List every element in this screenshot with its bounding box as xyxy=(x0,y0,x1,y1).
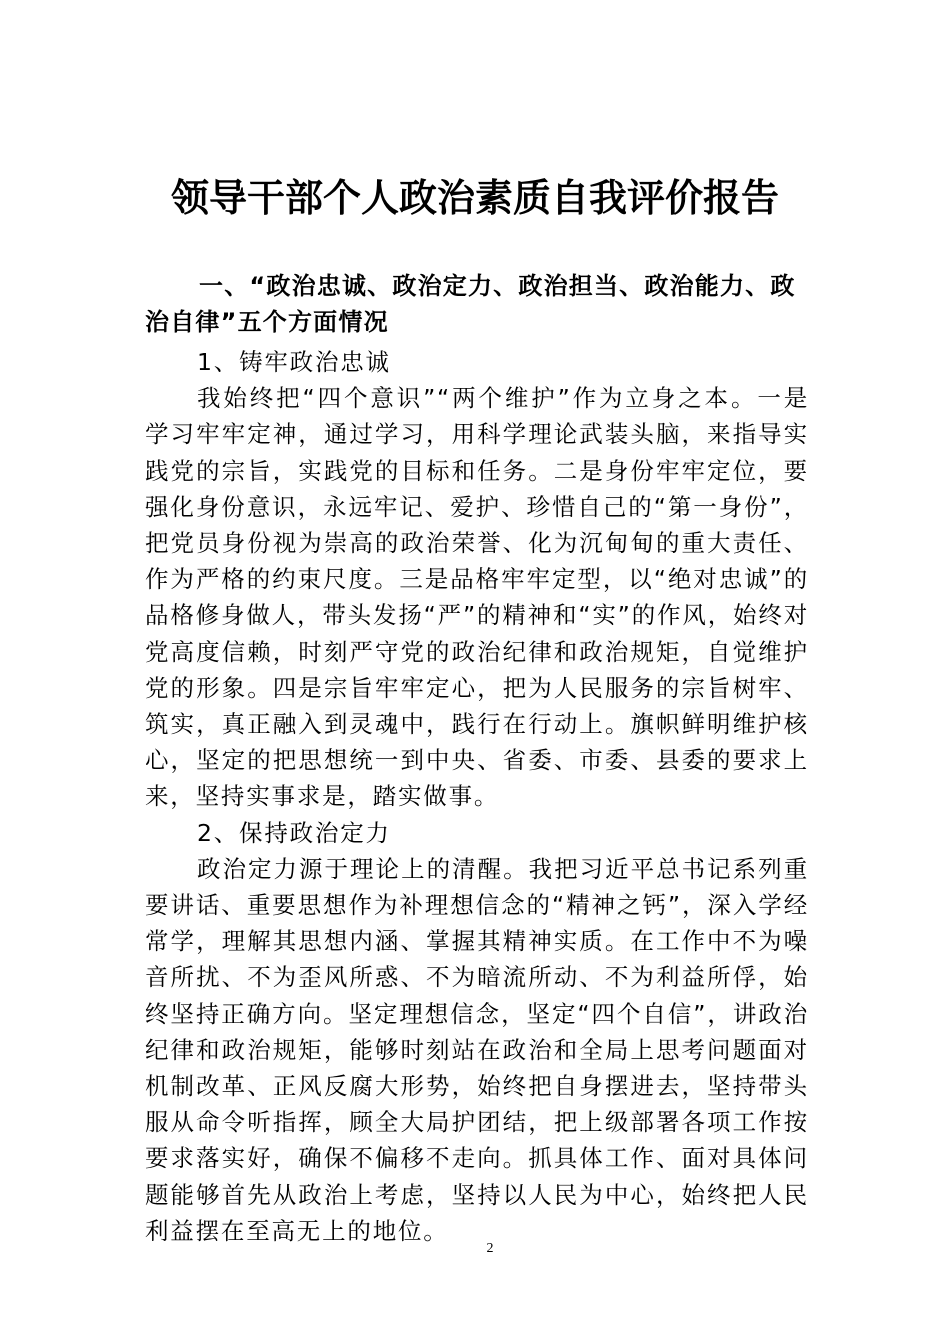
paragraph-2: 政治定力源于理论上的清醒。我把习近平总书记系列重要讲话、重要思想作为补理想信念的“精神之钙”，深入学经常学，理解其思想内涵、掌握其精神实质。在工作中不为噪音所扰、不为歪风所惑、不为暗流所动、不为利益所俘，始终坚持正确方向。坚定理想信念，坚定“四个自信”，讲政治纪律和政治规矩，能够时刻站在政治和全局上思考问题面对机制改革、正风反腐大形势，始终把自身摆进去，坚持带头服从命令听指挥，顾全大局护团结，把上级部署各项工作按要求落实好，确保不偏移不走向。抓具体工作、面对具体问题能够首先从政治上考虑，坚持以人民为中心，始终把人民利益摆在至高无上的地位。 xyxy=(145,854,809,1245)
page-number: 2 xyxy=(486,1241,494,1256)
paragraph-1: 我始终把“四个意识”“两个维护”作为立身之本。一是学习牢牢定神，通过学习，用科学理论武装头脑，来指导实践党的宗旨，实践党的目标和任务。二是身份牢牢定位，要强化身份意识，永远牢记、爱护、珍惜自己的“第一身份”，把党员身份视为崇高的政治荣誉、化为沉甸甸的重大责任、作为严格的约束尺度。三是品格牢牢定型，以“绝对忠诚”的品格修身做人，带头发扬“严”的精神和“实”的作风，始终对党高度信赖，时刻严守党的政治纪律和政治规矩，自觉维护党的形象。四是宗旨牢牢定心，把为人民服务的宗旨树牢、筑实，真正融入到灵魂中，践行在行动上。旗帜鲜明维护核心，坚定的把思想统一到中央、省委、市委、县委的要求上来，坚持实事求是，踏实做事。 xyxy=(145,384,809,811)
section-heading: 一、“政治忠诚、政治定力、政治担当、政治能力、政治自律”五个方面情况 xyxy=(145,272,796,336)
subsection-title-1: 1、铸牢政治忠诚 xyxy=(197,348,391,376)
document-body xyxy=(145,268,809,1249)
document-title: 领导干部个人政治素质自我评价报告 xyxy=(170,175,779,220)
subsection-title-2: 2、保持政治定力 xyxy=(197,818,391,847)
